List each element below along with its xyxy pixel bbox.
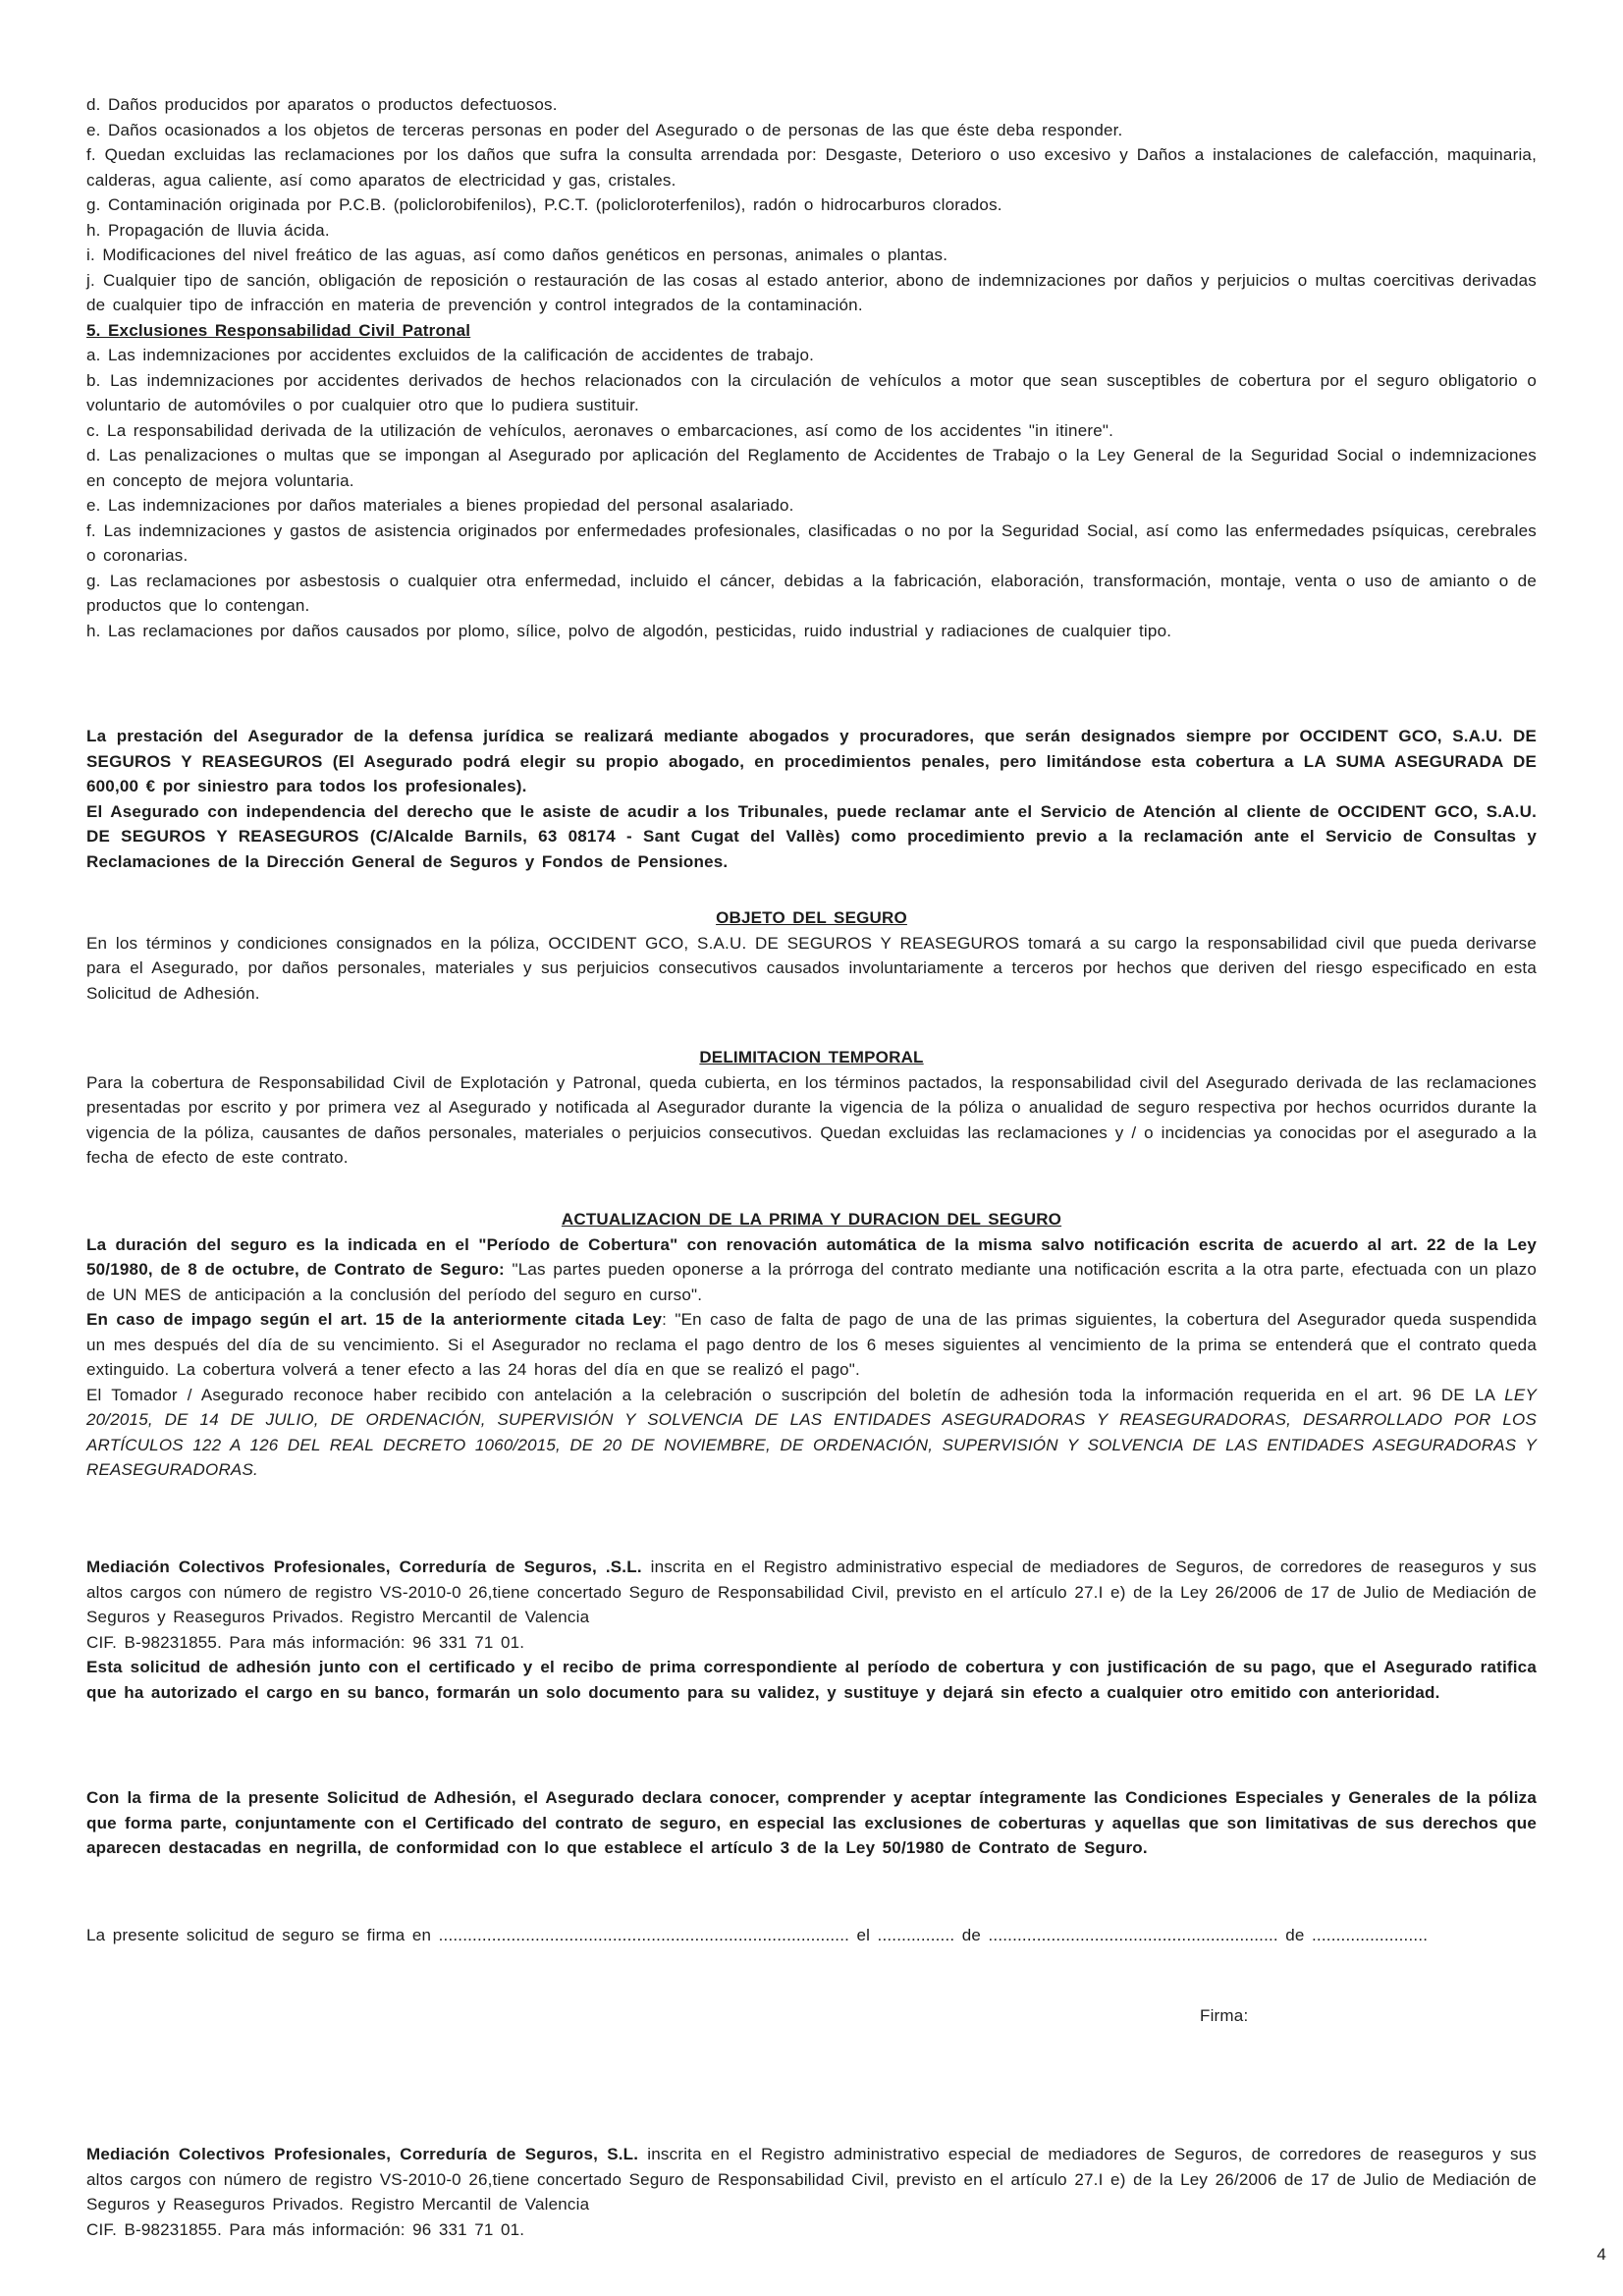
mediacion-bottom-name-bold: Mediación Colectivos Profesionales, Correduría de Seguros, S.L. — [86, 2145, 639, 2163]
actualizacion-heading: ACTUALIZACION DE LA PRIMA Y DURACION DEL SEGURO — [561, 1210, 1062, 1229]
firma-label: Firma: — [1200, 2006, 1249, 2025]
objeto-heading: OBJETO DEL SEGURO — [716, 908, 907, 927]
exclusion-item-i: i. Modificaciones del nivel freático de las aguas, así como daños genéticos en personas, animales o plantas. — [86, 246, 948, 264]
tomador-lead-run: El Tomador / Asegurado reconoce haber recibido con antelación a la celebración o suscripción del boletín de adhesión toda la información requerida en el art. 96 DE LA — [86, 1385, 1505, 1404]
section-general-exclusions — [86, 92, 1537, 643]
con-la-firma-paragraph: Con la firma de la presente Solicitud de Adhesión, el Asegurado declara conocer, comprender y aceptar íntegramente las Condiciones Especiales y Generales de la póliza que forma parte, conjuntamente con el Certificado del contrato de seguro, en especial las exclusiones de coberturas y aquellas que son limitativas de sus derechos que aparecen destacadas en negrilla, de conformidad con lo que establece el artículo 3 de la Ley 50/1980 de Contrato de Seguro. — [86, 1788, 1537, 1857]
exclusion-item-h: h. Propagación de lluvia ácida. — [86, 220, 330, 240]
exclusion-item-e: e. Daños ocasionados a los objetos de terceras personas en poder del Asegurado o de personas de las que éste deba responder. — [86, 120, 1123, 139]
section-signature-line — [86, 1923, 1537, 1948]
impago-regular-run: : "En caso de falta de pago de una de las primas siguientes, la cobertura del Asegurador queda suspendida un mes después del día de su vencimiento. Si el Asegurador no reclama el pago dentro de los 6 meses siguientes al vencimiento de la prima se entenderá que el contrato queda extinguido. La cobertura volverá a tener efecto a las 24 horas del día en que se realizó el pago". — [86, 1310, 1538, 1379]
patronal-item-g: g. Las reclamaciones por asbestosis o cualquier otra enfermedad, incluido el cáncer, debidas a la fabricación, elaboración, transformación, montaje, venta o uso de amianto o de productos que lo contengan. — [86, 571, 1537, 615]
tomador-law-italic-run: LEY 20/2015, DE 14 DE JULIO, DE ORDENACIÓN, SUPERVISIÓN Y SOLVENCIA DE LAS ENTIDADES ASEGURADORAS Y REASEGURADORAS, DESARROLLADO POR LOS ARTÍCULOS 122 A 126 DEL REAL DECRETO 1060/2015, DE 20 DE NOVIEMBRE, DE ORDENACIÓN, SUPERVISIÓN Y SOLVENCIA DE LAS ENTIDADES ASEGURADORAS Y REASEGURADORAS. — [86, 1385, 1537, 1479]
patronal-item-f: f. Las indemnizaciones y gastos de asistencia originados por enfermedades profesionales, clasificadas o no por la Seguridad Social, así como las enfermedades psíquicas, cerebrales o coronarias. — [86, 520, 1537, 565]
mediacion-bottom-paragraph — [86, 2142, 1537, 2217]
delimitacion-body: Para la cobertura de Responsabilidad Civil de Explotación y Patronal, queda cubierta, en los términos pactados, la responsabilidad civil del Asegurado derivada de las reclamaciones presentadas por escrito y por primera vez al Asegurado y notificada al Asegurador durante la vigencia de la póliza o anualidad de seguro respectiva por hechos ocurridos durante la vigencia de la póliza, causantes de daños personales, materiales o perjuicios consecutivos. Quedan excluidas las reclamaciones y / o incidencias ya conocidas por el asegurado a la fecha de efecto de este contrato. — [86, 1072, 1537, 1167]
signature-date-line: La presente solicitud de seguro se firma en ..................................................................................... el ................ de ............................................................ de ........................ — [86, 1926, 1429, 1944]
mediacion-top-paragraph — [86, 1555, 1537, 1630]
patronal-item-d: d. Las penalizaciones o multas que se impongan al Asegurado por aplicación del Reglamento de Accidentes de Trabajo o la Ley General de la Seguridad Social o indemnizaciones en concepto de mejora voluntaria. — [86, 446, 1537, 490]
impago-bold-run: En caso de impago según el art. 15 de la anteriormente citada Ley — [86, 1310, 663, 1329]
exclusion-item-g: g. Contaminación originada por P.C.B. (policlorobifenilos), P.C.T. (policloroterfenilos), radón o hidrocarburos clorados. — [86, 195, 1002, 214]
mediacion-top-cif-line: CIF. B-98231855. Para más información: 96 331 71 01. — [86, 1632, 525, 1652]
section-mediacion-top — [86, 1555, 1537, 1705]
duracion-bold-run: La duración del seguro es la indicada en el "Período de Cobertura" con renovación automática de la misma salvo notificación escrita de acuerdo al art. 22 de la Ley 50/1980, de 8 de octubre, de Contrato de Seguro: — [86, 1234, 1537, 1279]
section-con-la-firma — [86, 1785, 1537, 1861]
mediacion-top-rest-run: inscrita en el Registro administrativo especial de mediadores de Seguros, de corredores de reaseguros y sus altos cargos con número de registro VS-2010-0 26,tiene concertado Seguro de Responsabilidad Civil, previsto en el artículo 27.I e) de la Ley 26/2006 de 17 de Julio de Mediación de Seguros y Reaseguros Privados. Registro Mercantil de Valencia — [86, 1558, 1537, 1626]
section-legal-defense — [86, 724, 1537, 874]
delimitacion-heading: DELIMITACION TEMPORAL — [699, 1048, 924, 1066]
patronal-item-h: h. Las reclamaciones por daños causados por plomo, sílice, polvo de algodón, pesticidas, ruido industrial y radiaciones de cualquier tipo. — [86, 621, 1172, 640]
patronal-exclusions-heading: 5. Exclusiones Responsabilidad Civil Patronal — [86, 320, 471, 340]
exclusion-item-f: f. Quedan excluidas las reclamaciones por los daños que sufra la consulta arrendada por: Desgaste, Deterioro o uso excesivo y Daños a instalaciones de calefacción, maquinaria, calderas, agua caliente, así como aparatos de electricidad y gas, cristales. — [86, 145, 1537, 190]
patronal-item-a: a. Las indemnizaciones por accidentes excluidos de la calificación de accidentes de trabajo. — [86, 346, 815, 364]
actualizacion-impago-paragraph — [86, 1307, 1537, 1383]
section-actualizacion-prima — [86, 1207, 1537, 1483]
exclusion-item-j: j. Cualquier tipo de sanción, obligación de reposición o restauración de las cosas al estado anterior, abono de indemnizaciones por daños y perjuicios o multas coercitivas derivadas de cualquier tipo de infracción en materia de prevención y control integrados de la contaminación. — [86, 270, 1537, 314]
tomador-paragraph — [86, 1383, 1537, 1483]
mediacion-bottom-cif-line: CIF. B-98231855. Para más información: 96 331 71 01. — [86, 2219, 525, 2239]
page-number: 4 — [1596, 2245, 1606, 2264]
patronal-item-b: b. Las indemnizaciones por accidentes derivados de hechos relacionados con la circulación de vehículos a motor que sean susceptibles de cobertura por el seguro obligatorio o voluntario de automóviles o por cualquier otro que lo pudiera sustituir. — [86, 370, 1537, 414]
mediacion-top-name-bold: Mediación Colectivos Profesionales, Correduría de Seguros, .S.L. — [86, 1558, 642, 1576]
patronal-item-c: c. La responsabilidad derivada de la utilización de vehículos, aeronaves o embarcaciones, así como de los accidentes "in itinere". — [86, 420, 1114, 440]
actualizacion-duracion-paragraph — [86, 1232, 1537, 1308]
section-mediacion-bottom — [86, 2142, 1537, 2242]
objeto-body: En los términos y condiciones consignados en la póliza, OCCIDENT GCO, S.A.U. DE SEGUROS Y REASEGUROS tomará a su cargo la responsabilidad civil que pueda derivarse para el Asegurado, por daños personales, materiales y sus perjuicios consecutivos causados involuntariamente a terceros por hechos que deriven del riesgo especificado en esta Solicitud de Adhesión. — [86, 933, 1537, 1003]
section-objeto-del-seguro — [86, 905, 1537, 1006]
section-delimitacion-temporal — [86, 1045, 1537, 1171]
duracion-regular-run: "Las partes pueden oponerse a la prórroga del contrato mediante una notificación escrita a la otra parte, efectuada con un plazo de UN MES de anticipación a la conclusión del período del seguro en curso". — [86, 1260, 1537, 1304]
exclusion-item-d: d. Daños producidos por aparatos o productos defectuosos. — [86, 95, 558, 114]
mediacion-bottom-rest-run: inscrita en el Registro administrativo especial de mediadores de Seguros, de corredores de reaseguros y sus altos cargos con número de registro VS-2010-0 26,tiene concertado Seguro de Responsabilidad Civil, previsto en el artículo 27.I e) de la Ley 26/2006 de 17 de Julio de Mediación de Seguros y Reaseguros Privados. Registro Mercantil de Valencia — [86, 2145, 1537, 2214]
legal-defense-paragraph-1: La prestación del Asegurador de la defensa jurídica se realizará mediante abogados y procuradores, que serán designados siempre por OCCIDENT GCO, S.A.U. DE SEGUROS Y REASEGUROS (El Asegurado podrá elegir su propio abogado, en procedimientos penales, pero limitándose esta cobertura a LA SUMA ASEGURADA DE 600,00 € por siniestro para todos los profesionales). — [86, 727, 1537, 795]
esta-solicitud-paragraph: Esta solicitud de adhesión junto con el certificado y el recibo de prima correspondiente al período de cobertura y con justificación de su pago, que el Asegurado ratifica que ha autorizado el cargo en su banco, formarán un solo documento para su validez, y sustituye y dejará sin efecto a cualquier otro emitido con anterioridad. — [86, 1658, 1537, 1702]
patronal-item-e: e. Las indemnizaciones por daños materiales a bienes propiedad del personal asalariado. — [86, 496, 794, 515]
legal-defense-paragraph-2: El Asegurado con independencia del derecho que le asiste de acudir a los Tribunales, puede reclamar ante el Servicio de Atención al cliente de OCCIDENT GCO, S.A.U. DE SEGUROS Y REASEGUROS (C/Alcalde Barnils, 63 08174 - Sant Cugat del Vallès) como procedimiento previo a la reclamación ante el Servicio de Consultas y Reclamaciones de la Dirección General de Seguros y Fondos de Pensiones. — [86, 801, 1537, 871]
